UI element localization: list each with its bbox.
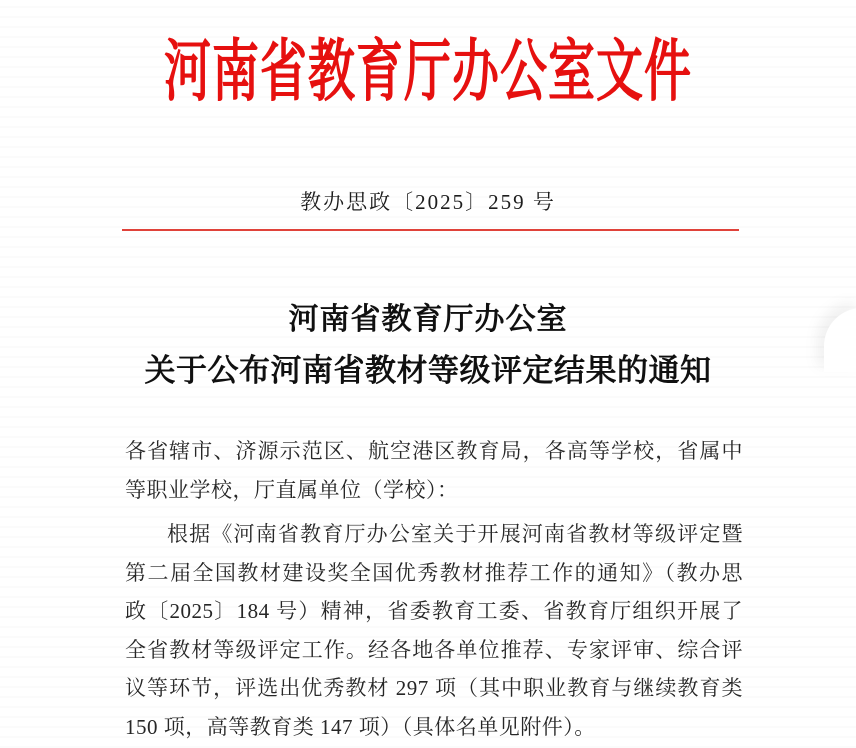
document-reference-number: 教办思政〔2025〕259 号 bbox=[300, 190, 556, 214]
notice-body bbox=[125, 432, 743, 746]
red-divider-line bbox=[122, 229, 739, 231]
body-line-paragraph-5: 议等环节，评选出优秀教材 297 项（其中职业教育与继续教育类 bbox=[125, 676, 743, 700]
body-line-salutation-2: 等职业学校，厅直属单位（学校）： bbox=[125, 477, 459, 502]
body-line-salutation-1: 各省辖市、济源示范区、航空港区教育局，各高等学校，省属中 bbox=[125, 439, 743, 463]
body-line-paragraph-6: 150 项，高等教育类 147 项）（具体名单见附件）。 bbox=[125, 714, 596, 739]
body-line-paragraph-4: 全省教材等级评定工作。经各地各单位推荐、专家评审、综合评 bbox=[125, 637, 743, 662]
body-line-paragraph-2: 第二届全国教材建设奖全国优秀教材推荐工作的通知》（教办思 bbox=[125, 560, 743, 585]
notice-title-line2: 关于公布河南省教材等级评定结果的通知 bbox=[144, 353, 712, 388]
body-line-paragraph-3: 政〔2025〕184 号）精神，省委教育工委、省教育厅组织开展了 bbox=[125, 599, 743, 623]
document-header-title: 河南省教育厅办公室文件 bbox=[164, 35, 692, 111]
body-line-paragraph-1: 根据《河南省教育厅办公室关于开展河南省教材等级评定暨 bbox=[167, 522, 743, 546]
notice-title-line1: 河南省教育厅办公室 bbox=[288, 303, 568, 336]
